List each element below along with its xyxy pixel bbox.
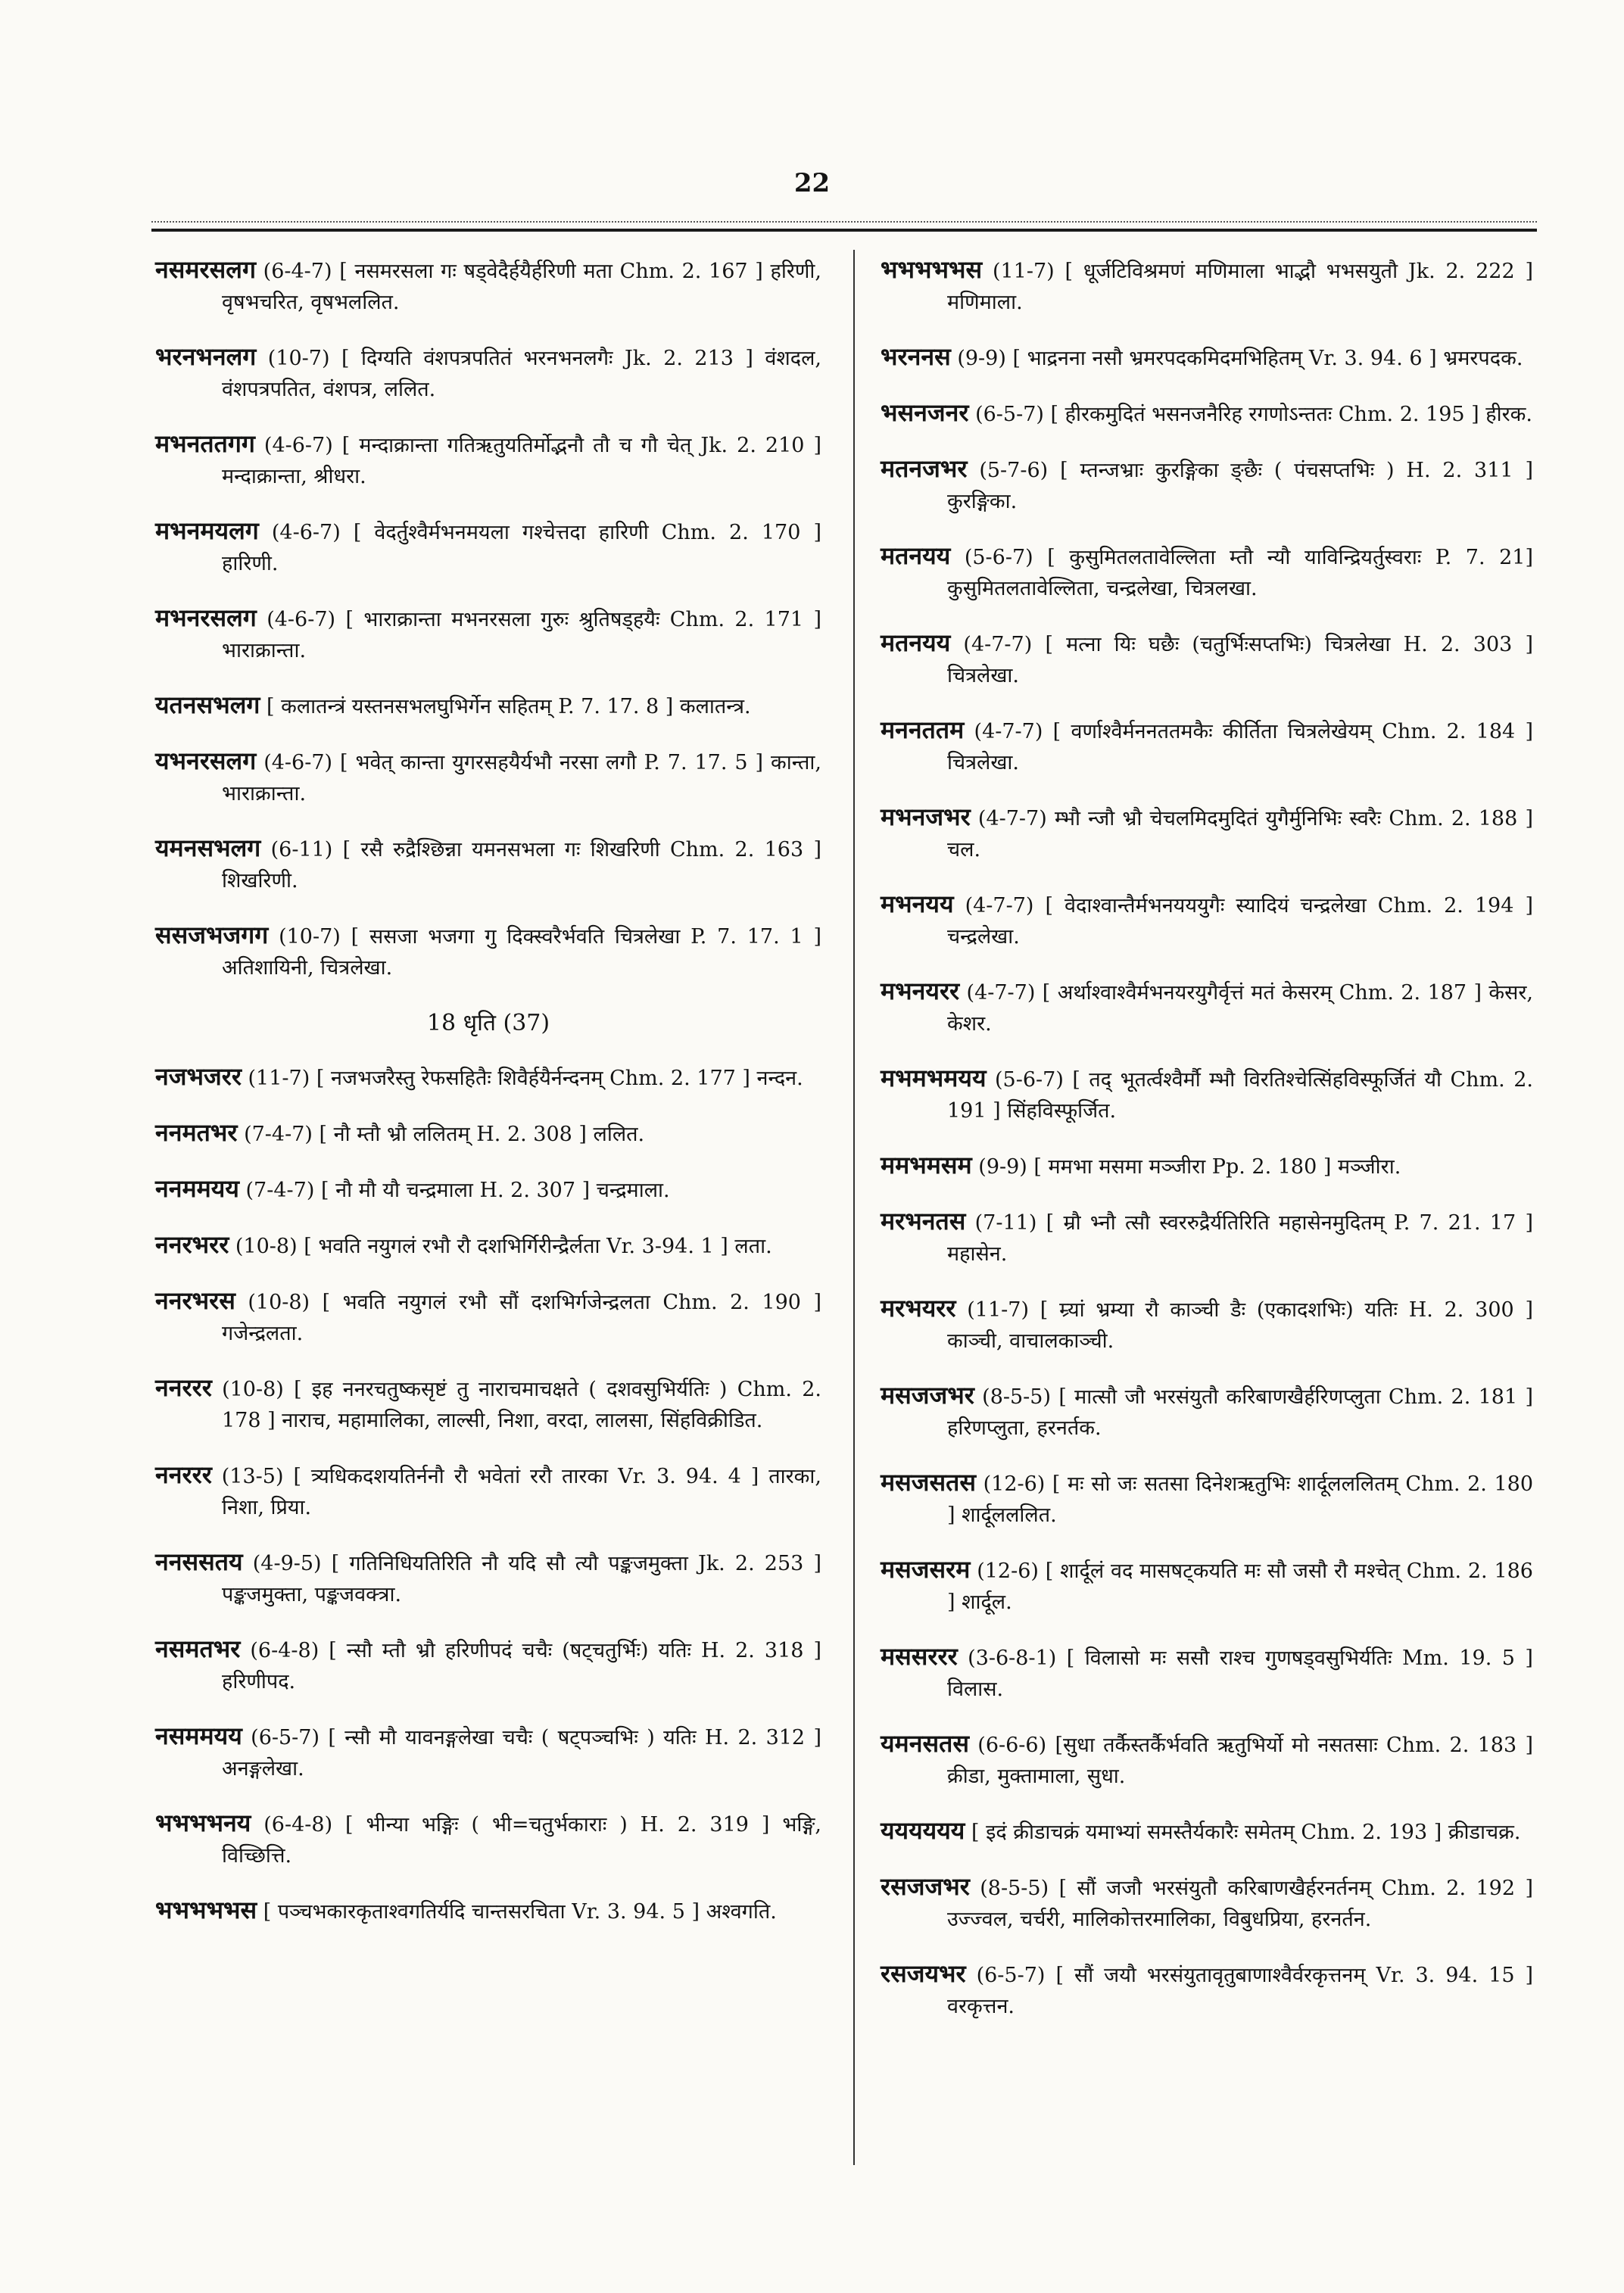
entry-definition: [ नौ मौ यौ चन्द्रमाला H. 2. 307 ] चन्द्रमाला. [320, 1179, 670, 1202]
entry-headword: मभनजभर [881, 802, 971, 831]
dictionary-entry [155, 1117, 821, 1150]
entry-headword: मसजसरम [881, 1555, 971, 1584]
dictionary-entry [881, 1467, 1533, 1531]
entry-meter-code: (7-4-7) [244, 1123, 313, 1146]
dictionary-entry [155, 746, 821, 809]
entry-headword: यतनसभलग [155, 690, 260, 719]
entry-definition: म्भौ न्जौ भ्रौ चेचलमिदमुदितं युगैर्मुनिभिः स्वरैः Chm. 2. 188 ] चल. [947, 807, 1533, 861]
entry-definition: [ मात्सौ जौ भरसंयुतौ करिबाणखैर्हरिणप्लुता Chm. 2. 181 ] हरिणप्लुता, हरनर्तक. [947, 1385, 1533, 1440]
entry-meter-code: (10-7) [279, 925, 341, 949]
entry-meter-code: (4-6-7) [263, 434, 333, 457]
entry-definition: [ ममभा मसमा मञ्जीरा Pp. 2. 180 ] मञ्जीरा. [1033, 1155, 1401, 1179]
dictionary-entry [155, 833, 821, 896]
entry-meter-code: (4-9-5) [252, 1552, 322, 1575]
entry-definition: [ मत्ना यिः घछैः (चतुर्भिःसप्तभिः) चित्रलेखा H. 2. 303 ] चित्रलेखा. [947, 633, 1533, 687]
entry-headword: यमनसतस [881, 1729, 969, 1758]
dictionary-entry [881, 1380, 1533, 1444]
dictionary-entry [155, 1285, 821, 1349]
right-column [881, 254, 1533, 2045]
entry-definition: [ मन्दाक्रान्ता गतिऋतुयतिर्मोद्भनौ तौ च गौ चेत् Jk. 2. 210 ] मन्दाक्रान्ता, श्रीधरा. [222, 434, 821, 488]
dictionary-entry [155, 920, 821, 983]
dictionary-entry [155, 1808, 821, 1871]
entry-meter-code: (6-4-8) [263, 1813, 333, 1837]
entry-meter-code: (10-8) [222, 1378, 284, 1401]
entry-headword: ननममयय [155, 1174, 239, 1203]
entry-headword: नजभजरर [155, 1062, 242, 1091]
entry-headword: रसजजभर [881, 1872, 970, 1901]
entry-definition: [ भवति नयुगलं रभौ सौं दशभिर्गजेन्द्रलता Chm. 2. 190 ] गजेन्द्रलता. [222, 1291, 821, 1345]
header-rule [151, 229, 1537, 232]
entry-meter-code: (11-7) [248, 1067, 310, 1090]
dictionary-entry [881, 1150, 1533, 1182]
dictionary-entry [881, 1958, 1533, 2022]
entry-definition: [ भाद्रनना नसौ भ्रमरपदकमिदमभिहितम् Vr. 3. 94. 6 ] भ्रमरपदक. [1012, 347, 1523, 370]
entry-headword: मभनयय [881, 889, 954, 918]
entry-headword: भभभभनय [155, 1809, 251, 1837]
entry-definition: [ भाराक्रान्ता मभनरसला गुरुः श्रुतिषड्हयैः Chm. 2. 171 ] भाराक्रान्ता. [222, 608, 821, 662]
entry-headword: मभनरसलग [155, 603, 257, 632]
entry-meter-code: (6-5-7) [975, 403, 1044, 426]
entry-definition: [ सौं जयौ भरसंयुतावृतुबाणाश्वैर्वरकृत्तनम् Vr. 3. 94. 15 ] वरकृत्तन. [947, 1964, 1533, 2018]
entry-definition: [ विलासो मः ससौ राश्च गुणषड्वसुभिर्यतिः Mm. 19. 5 ] विलास. [947, 1647, 1533, 1701]
entry-headword: ममभमसम [881, 1151, 972, 1179]
entry-headword: रसजयभर [881, 1959, 966, 1988]
dictionary-entry [881, 397, 1533, 430]
entry-meter-code: (4-6-7) [267, 608, 336, 631]
entry-meter-code: (4-7-7) [965, 894, 1034, 918]
entry-meter-code: (5-6-7) [995, 1068, 1064, 1092]
entry-definition: [ सौं जजौ भरसंयुतौ करिबाणखैर्हरनर्तनम् Chm. 2. 192 ] उज्ज्वल, चर्चरी, मालिकोत्तरमालिका, विबुधप्रिया, हरनर्तन. [947, 1877, 1533, 1931]
entry-definition: [ भवति नयुगलं रभौ रौ दशभिर्गिरीन्द्रैर्लता Vr. 3-94. 1 ] लता. [304, 1235, 772, 1258]
dictionary-entry [881, 715, 1533, 778]
entry-meter-code: (6-11) [270, 838, 333, 861]
dictionary-entry [155, 603, 821, 666]
entry-meter-code: (13-5) [221, 1465, 284, 1488]
dictionary-entry [881, 628, 1533, 691]
entry-meter-code: (9-9) [957, 347, 1006, 370]
entry-definition: [ पञ्चभकारकृताश्वगतिर्यदि चान्तसरचिता Vr. 3. 94. 5 ] अश्वगति. [263, 1900, 777, 1924]
dictionary-entry [155, 254, 821, 318]
entry-headword: मतनयय [881, 541, 951, 570]
dictionary-entry [881, 1063, 1533, 1126]
dictionary-entry [155, 341, 821, 405]
entry-meter-code: (6-4-7) [263, 260, 332, 283]
entry-headword: मननततम [881, 715, 965, 744]
dictionary-entry [881, 1871, 1533, 1935]
entry-meter-code: (11-7) [992, 260, 1055, 283]
entry-meter-code: (10-8) [235, 1235, 298, 1258]
entry-definition: [ वेदर्तुश्वैर्मभनमयला गश्चेत्तदा हारिणी Chm. 2. 170 ] हारिणी. [222, 521, 821, 575]
left-column [155, 254, 821, 1951]
entry-headword: मभनयरर [881, 977, 960, 1005]
entry-headword: ननररर [155, 1373, 212, 1402]
section-heading: 18 धृति (37) [426, 1010, 550, 1036]
entry-headword: ननमतभर [155, 1118, 238, 1147]
entry-definition: [ धूर्जटिविश्रमणं मणिमाला भाद्भौ भभसयुतौ Jk. 2. 222 ] मणिमाला. [947, 260, 1533, 314]
entry-headword: नसममयय [155, 1721, 242, 1750]
dictionary-entry [155, 1173, 821, 1206]
entry-meter-code: (8-5-5) [982, 1385, 1052, 1409]
entry-headword: मसजसतस [881, 1468, 977, 1497]
dictionary-entry [155, 690, 821, 722]
dictionary-entry [155, 516, 821, 579]
dictionary-entry [881, 1641, 1533, 1705]
entry-headword: मभनमयलग [155, 516, 259, 545]
entry-headword: ननरभरस [155, 1286, 235, 1315]
entry-headword: भभभभभस [155, 1896, 257, 1924]
entry-meter-code: (4-7-7) [974, 720, 1043, 743]
dictionary-entry [881, 541, 1533, 604]
entry-meter-code: (4-6-7) [263, 751, 333, 774]
dictionary-entry [881, 341, 1533, 374]
dictionary-entry [155, 1634, 821, 1697]
entry-definition: [सुधा तर्कैस्तर्कैर्भवति ऋतुभिर्यो मो नसतसाः Chm. 2. 183 ] क्रीडा, मुक्तामाला, सुधा. [947, 1734, 1533, 1788]
dictionary-entry [155, 1061, 821, 1094]
dictionary-entry [155, 1721, 821, 1784]
entry-meter-code: (4-7-7) [966, 981, 1036, 1005]
entry-headword: यभनरसलग [155, 746, 257, 775]
entry-meter-code: (10-8) [248, 1291, 310, 1314]
entry-meter-code: (5-7-6) [979, 459, 1049, 482]
entry-headword: मतनयय [881, 628, 951, 657]
entry-definition: [ म्र्यां भ्रम्या रौ काञ्ची डैः (एकादशभिः) यतिः H. 2. 300 ] काञ्ची, वाचालकाञ्ची. [947, 1298, 1533, 1353]
header-dotted-rule [151, 221, 1537, 223]
entry-definition: [ न्सौ मौ यावनङ्गलेखा चचैः ( षट्पञ्चभिः ) यतिः H. 2. 312 ] अनङ्गलेखा. [222, 1726, 822, 1781]
entry-definition: [ न्सौ म्तौ भ्रौ हरिणीपदं चचैः (षट्चतुर्भिः) यतिः H. 2. 318 ] हरिणीपद. [222, 1639, 821, 1693]
dictionary-entry [881, 453, 1533, 517]
entry-headword: मतनजभर [881, 454, 968, 483]
entry-meter-code: (4-6-7) [271, 521, 341, 544]
entry-definition: [ हीरकमुदितं भसनजनैरिह रगणोऽन्ततः Chm. 2. 195 ] हीरक. [1050, 403, 1532, 426]
entry-meter-code: (8-5-5) [980, 1877, 1049, 1900]
entry-headword: यमनसभलग [155, 833, 261, 862]
entry-headword: ससजभजगग [155, 921, 269, 949]
entry-definition: [ भवेत् कान्ता युगरसहयैर्यभौ नरसा लगौ P. 7. 17. 5 ] कान्ता, भाराक्रान्ता. [222, 751, 821, 805]
entry-definition: [ शार्दूलं वद मासषट्कयति मः सौ जसौ रौ मश्चेत् Chm. 2. 186 ] शार्दूल. [947, 1559, 1533, 1614]
entry-meter-code: (3-6-8-1) [968, 1647, 1057, 1670]
entry-definition: [ मः सो जः सतसा दिनेशऋतुभिः शार्दूलललितम् Chm. 2. 180 ] शार्दूलललित. [947, 1472, 1533, 1527]
entry-meter-code: (11-7) [967, 1298, 1029, 1322]
entry-definition: [ कुसुमितलतावेल्लिता म्तौ न्यौ याविन्द्रियर्तुस्वराः P. 7. 21] कुसुमितलतावेल्लिता, चन्द्रलेखा, चित्रलखा. [947, 546, 1533, 600]
column-divider [853, 250, 855, 2165]
dictionary-entry [155, 1895, 821, 1927]
entry-headword: ननररर [155, 1460, 212, 1489]
dictionary-entry [881, 254, 1533, 318]
entry-definition: [ म्रौ भ्नौ त्सौ स्वररुद्रैर्यतिरिति महासेनमुदितम् P. 7. 21. 17 ] महासेन. [947, 1211, 1533, 1266]
entry-definition: [ तद् भूतर्त्वश्वैर्मौ म्भौ विरतिश्चेत्सिंहविस्फूर्जितं यौ Chm. 2. 191 ] सिंहविस्फूर्जित. [947, 1068, 1533, 1123]
entry-headword: नसमरसलग [155, 255, 256, 284]
entry-headword: भरननस [881, 342, 951, 371]
entry-headword: मभनततगग [155, 429, 255, 458]
entry-definition: [ कलातन्त्रं यस्तनसभलघुभिर्गेन सहितम् P. 7. 17. 8 ] कलातन्त्र. [267, 695, 751, 718]
dictionary-entry [881, 1815, 1533, 1848]
entry-meter-code: (10-7) [267, 347, 330, 370]
dictionary-entry [881, 1554, 1533, 1618]
dictionary-entry [155, 1460, 821, 1523]
entry-headword: नसमतभर [155, 1634, 241, 1663]
dictionary-entry [155, 1372, 821, 1436]
entry-definition: [ गतिनिधियतिरिति नौ यदि सौ त्यौ पङ्कजमुक्ता Jk. 2. 253 ] पङ्कजमुक्ता, पङ्कजवक्त्रा. [222, 1552, 821, 1606]
entry-definition: [ नजभजरैस्तु रेफसहितैः शिवैर्हयैर्नन्दनम् Chm. 2. 177 ] नन्दन. [316, 1067, 803, 1090]
entry-definition: [ अर्थाश्वाश्वैर्मभनयरयुगैर्वृत्तं मतं केसरम् Chm. 2. 187 ] केसर, केशर. [947, 981, 1533, 1036]
entry-meter-code: (9-9) [978, 1155, 1027, 1179]
entry-meter-code: (7-4-7) [245, 1179, 315, 1202]
entry-meter-code: (6-6-6) [977, 1734, 1047, 1757]
dictionary-entry [155, 1229, 821, 1262]
entry-definition: [ म्तन्जभ्राः कुरङ्गिका ङ्छैः ( पंचसप्तभिः ) H. 2. 311 ] कुरङ्गिका. [947, 459, 1533, 513]
page-number: 22 [793, 168, 831, 198]
entry-meter-code: (6-5-7) [251, 1726, 320, 1749]
entry-definition: [ भीन्या भङ्गिः ( भी=चतुर्भकाराः ) H. 2. 319 ] भङ्गि, विच्छित्ति. [222, 1813, 821, 1868]
entry-definition: [ वर्णाश्वैर्मननततमकैः कीर्तिता चित्रलेखेयम् Chm. 2. 184 ] चित्रलेखा. [947, 720, 1534, 774]
dictionary-entry [881, 1293, 1533, 1357]
entry-definition: [ रसै रुद्रैश्छिन्ना यमनसभला गः शिखरिणी Chm. 2. 163 ] शिखरिणी. [222, 838, 821, 893]
entry-meter-code: (4-7-7) [963, 633, 1033, 656]
entry-headword: ननससतय [155, 1547, 243, 1576]
dictionary-entry [155, 428, 821, 492]
entry-headword: यययययय [881, 1816, 965, 1845]
dictionary-entry [881, 976, 1533, 1039]
entry-definition: [ इह ननरचतुष्कसृष्टं तु नाराचमाचक्षते ( दशवसुभिर्यतिः ) Chm. 2. 178 ] नाराच, महामालिका, लाल्सी, निशा, वरदा, लालसा, सिंहविक्रीडित. [222, 1378, 821, 1432]
entry-headword: मसजजभर [881, 1381, 974, 1410]
dictionary-entry [155, 1547, 821, 1610]
entry-definition: [ त्र्यधिकदशयतिर्ननौ रौ भवेतां ररौ तारका Vr. 3. 94. 4 ] तारका, निशा, प्रिया. [222, 1465, 821, 1519]
entry-headword: मससररर [881, 1642, 958, 1671]
entry-meter-code: (12-6) [983, 1472, 1046, 1496]
entry-definition: [ दिग्यति वंशपत्रपतितं भरनभनलगैः Jk. 2. 213 ] वंशदल, वंशपत्रपतित, वंशपत्र, ललित. [222, 347, 821, 401]
entry-definition: [ नौ म्तौ भ्रौ ललितम् H. 2. 308 ] ललित. [319, 1123, 645, 1146]
dictionary-entry [881, 1728, 1533, 1792]
dictionary-entry [881, 889, 1533, 952]
dictionary-entry [881, 802, 1533, 865]
entry-meter-code: (12-6) [977, 1559, 1039, 1583]
entry-meter-code: (5-6-7) [964, 546, 1033, 569]
entry-definition: [ ससजा भजगा गु दिक्स्वरैर्भवति चित्रलेखा P. 7. 17. 1 ] अतिशायिनी, चित्रलेखा. [222, 925, 821, 980]
entry-headword: भरनभनलग [155, 342, 257, 371]
entry-meter-code: (7-11) [974, 1211, 1037, 1235]
entry-meter-code: (6-5-7) [976, 1964, 1046, 1987]
entry-headword: ननरभरर [155, 1230, 229, 1259]
entry-headword: मभमभमयय [881, 1064, 987, 1092]
entry-headword: मरभयरर [881, 1294, 956, 1323]
entry-headword: भभभभभस [881, 255, 983, 284]
dictionary-entry [881, 1206, 1533, 1270]
entry-headword: मरभनतस [881, 1207, 966, 1235]
entry-headword: भसनजनर [881, 398, 969, 427]
entry-definition: [ इदं क्रीडाचक्रं यमाभ्यां समस्तैर्यकारैः समेतम् Chm. 2. 193 ] क्रीडाचक्र. [971, 1821, 1521, 1844]
entry-definition: [ वेदाश्वान्तैर्मभनयययुगैः स्यादियं चन्द्रलेखा Chm. 2. 194 ] चन्द्रलेखा. [947, 894, 1533, 949]
entry-definition: [ नसमरसला गः षड्वेदैर्हयैर्हरिणी मता Chm. 2. 167 ] हरिणी, वृषभचरित, वृषभललित. [222, 260, 821, 314]
entry-meter-code: (6-4-8) [250, 1639, 320, 1662]
entry-meter-code: (4-7-7) [977, 807, 1047, 830]
